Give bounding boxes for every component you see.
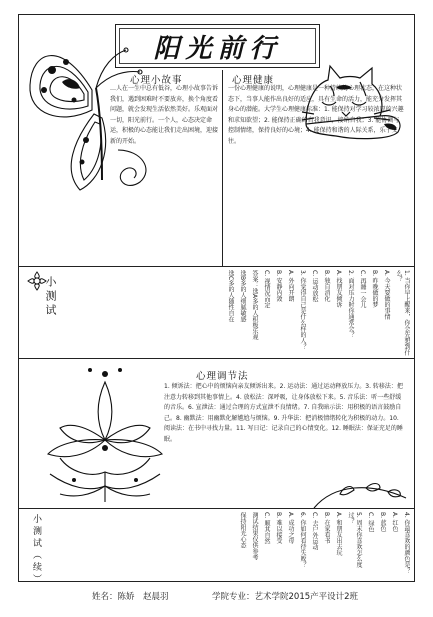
quiz-line: C. 视情况而定 [263, 270, 270, 309]
quiz-label: 小测试 [44, 276, 57, 318]
quiz2-questions [60, 512, 410, 578]
page-title: 阳光前行 [153, 33, 282, 64]
quiz2-line: 6. 你如何看待失败？ [299, 512, 306, 568]
quiz-line: B. 安静内敛 [275, 270, 282, 302]
lotus-illustration [30, 362, 180, 507]
quiz-line: A. 外向开朗 [287, 270, 294, 302]
quiz-questions [70, 270, 410, 356]
quiz2-label: 小测试（续） [31, 514, 41, 586]
quiz2-line: B. 难以接受 [275, 512, 282, 544]
names-label: 姓名： [92, 592, 118, 602]
college-value: 艺术学院2015产平设计2班 [254, 592, 359, 602]
names-value: 陈娇 赵晨羽 [117, 592, 169, 602]
quiz2-line: 保持阳光心态 [239, 512, 246, 548]
quiz-bottom-divider [18, 358, 415, 359]
quiz-line: B. 独自消化 [323, 270, 330, 302]
quiz2-line: A. 红色 [391, 512, 398, 532]
quiz2-top-divider [18, 508, 415, 509]
quiz-line: A. 今天要做的事情 [383, 270, 390, 320]
quiz-line: 2. 面对压力时你通常会？ [347, 270, 354, 338]
methods-heading: 心理调节法 [196, 371, 249, 382]
quiz-line: C. 再睡一会儿 [359, 270, 366, 309]
footer-college [212, 590, 358, 602]
health-text: 一份心理健康的说明，心理健康是一种持续的心理状态，在这种状态下，当事人能作出良好的适应，具有生命的活力，能充分发挥其身心的潜能。大学生心理健康标准：1. 能保持对学习较浓厚的兴趣和求知欲望；2. 能保持正确的自我意识，接纳自我；3. 能协调与控制情绪，保持良好的心境；4. 能保持和谐的人际关系，乐于交往。 [228, 85, 404, 145]
footer-names [92, 590, 169, 602]
methods-text: 1. 倾诉法：把心中的烦恼向亲友倾诉出来。2. 运动法：通过运动释放压力。3. 转移法：把注意力转移到其他事情上。4. 放松法：深呼吸，让身体放松下来。5. 音乐法：听一些舒缓的音乐。6. 宣泄法：通过合理的方式宣泄不良情绪。7. 自我暗示法：用积极的语言鼓励自己。8. 幽默法：用幽默化解尴尬与烦恼。9. 升华法：把消极情绪转化为积极的动力。10. 阅读法：在书中寻找力量。11. 写日记：记录自己的心情变化。12. 睡眠法：保证充足的睡眠。 [164, 383, 403, 443]
quiz-line: 3. 你觉得自己是什么样的人？ [299, 270, 306, 350]
quiz-top-divider [18, 266, 415, 267]
story-text: …人在一生中总有低谷，心理小故事告诉我们，遇到困难时不要放弃，换个角度看问题，就会发现生活依然美好。乐观面对一切，阳光前行。一个人，心态决定命运，积极的心态能让我们走出困境，迎接新的开始。 [110, 85, 219, 145]
college-label: 学院专业： [212, 592, 255, 602]
quiz2-line: C. 去户外运动 [311, 512, 318, 551]
quiz2-line: 测试结果仅供参考 [251, 512, 258, 560]
quiz2-line: C. 绿色 [367, 512, 374, 533]
flower-doodle-icon [26, 270, 48, 292]
story-heading: 心理小故事 [130, 75, 183, 86]
story-text-continued [30, 178, 220, 264]
quiz-line: 选B多的人细腻敏感 [239, 270, 246, 323]
quiz-line: C. 运动放松 [311, 270, 318, 303]
quiz2-line: B. 在家看书 [323, 512, 330, 544]
health-heading: 心理健康 [232, 75, 275, 86]
quiz-line: B. 昨晚做的梦 [371, 270, 378, 308]
quiz2-line: C. 顺其自然 [263, 512, 270, 545]
quiz-line: A. 找朋友倾诉 [335, 270, 342, 308]
quiz-line: 答案：选A多的人积极乐观 [251, 270, 258, 341]
quiz-line: 1. 当你早上醒来，你会先想到什么？ [395, 270, 410, 356]
quiz2-line: B. 蓝色 [379, 512, 386, 532]
quiz2-line: 5. 周末你喜欢怎么度过？ [347, 512, 362, 568]
quiz-line: 选C多的人随性自在 [227, 270, 234, 323]
quiz2-line: 4. 你最喜欢的颜色是？ [403, 512, 410, 574]
quiz2-line: A. 成功之母 [287, 512, 294, 544]
quiz2-line: A. 和朋友出去玩 [335, 512, 342, 556]
top-section-divider [222, 70, 223, 266]
